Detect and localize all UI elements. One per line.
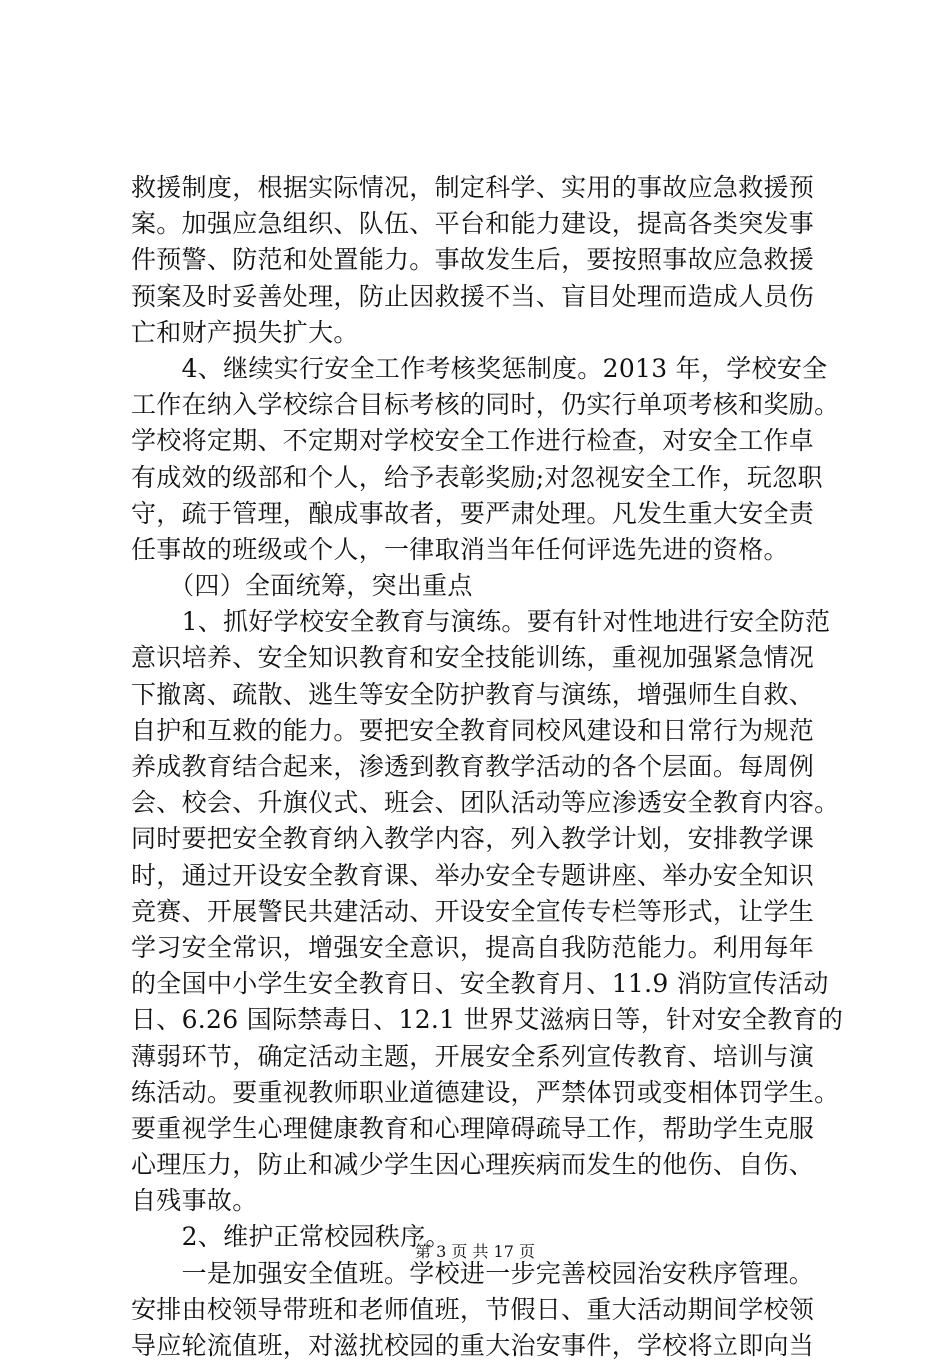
text-line: 预案及时妥善处理，防止因救援不当、盲目处理而造成人员伤 — [131, 281, 815, 311]
text-line: 时，通过开设安全教育课、举办安全专题讲座、举办安全知识 — [131, 860, 815, 890]
text-line: 救援制度，根据实际情况，制定科学、实用的事故应急救援预 — [131, 173, 815, 202]
text-line: 自残事故。 — [131, 1186, 258, 1216]
text-line: 案。加强应急组织、队伍、平台和能力建设，提高各类突发事 — [131, 209, 815, 239]
text-line: 守，疏于管理，酿成事故者，要严肃处理。凡发生重大安全责 — [131, 498, 815, 528]
text-line: 4、继续实行安全工作考核奖惩制度。2013 年，学校安全 — [131, 353, 828, 383]
text-line: 的全国中小学生安全教育日、安全教育月、11.9 消防宣传活动 — [131, 969, 829, 999]
page-number-footer: 第 3 页 共 17 页 — [415, 1242, 535, 1261]
text-line: 有成效的级部和个人，给予表彰奖励;对忽视安全工作，玩忽职 — [131, 462, 823, 492]
text-line: 学习安全常识，增强安全意识，提高自我防范能力。利用每年 — [131, 932, 815, 962]
text-line: 同时要把安全教育纳入教学内容，列入教学计划，安排教学课 — [131, 824, 815, 854]
text-line: 一是加强安全值班。学校进一步完善校园治安秩序管理。 — [131, 1258, 815, 1288]
text-line: 自护和互救的能力。要把安全教育同校风建设和日常行为规范 — [131, 715, 815, 745]
text-line: 任事故的班级或个人，一律取消当年任何评选先进的资格。 — [131, 534, 789, 564]
text-line: 竞赛、开展警民共建活动、开设安全宣传专栏等形式，让学生 — [131, 896, 815, 926]
text-line: 意识培养、安全知识教育和安全技能训练，重视加强紧急情况 — [131, 643, 815, 673]
text-line: 1、抓好学校安全教育与演练。要有针对性地进行安全防范 — [131, 607, 831, 637]
text-line: 导应轮流值班，对滋扰校园的重大治安事件，学校将立即向当 — [131, 1331, 815, 1360]
text-line: 薄弱环节，确定活动主题，开展安全系列宣传教育、培训与演 — [131, 1041, 815, 1071]
text-line: 练活动。要重视教师职业道德建设，严禁体罚或变相体罚学生。 — [131, 1077, 840, 1107]
text-line: 日、6.26 国际禁毒日、12.1 世界艾滋病日等，针对安全教育的 — [131, 1005, 844, 1035]
text-line: 2、维护正常校园秩序。 — [131, 1222, 451, 1252]
text-line: 要重视学生心理健康教育和心理障碍疏导工作，帮助学生克服 — [131, 1113, 815, 1143]
text-line: 学校将定期、不定期对学校安全工作进行检查，对安全工作卓 — [131, 426, 815, 456]
document-body — [131, 170, 844, 1364]
section-heading: （四）全面统筹，突出重点 — [131, 571, 473, 601]
text-line: 工作在纳入学校综合目标考核的同时，仍实行单项考核和奖励。 — [131, 390, 840, 420]
text-line: 件预警、防范和处置能力。事故发生后，要按照事故应急救援 — [131, 245, 815, 275]
text-line: 亡和财产损失扩大。 — [131, 317, 359, 347]
text-line: 会、校会、升旗仪式、班会、团队活动等应渗透安全教育内容。 — [131, 788, 840, 818]
text-line: 养成教育结合起来，渗透到教育教学活动的各个层面。每周例 — [131, 752, 815, 781]
text-line: 心理压力，防止和减少学生因心理疾病而发生的他伤、自伤、 — [131, 1150, 815, 1180]
text-line: 下撤离、疏散、逃生等安全防护教育与演练，增强师生自救、 — [131, 679, 815, 709]
text-line: 安排由校领导带班和老师值班，节假日、重大活动期间学校领 — [131, 1294, 815, 1324]
